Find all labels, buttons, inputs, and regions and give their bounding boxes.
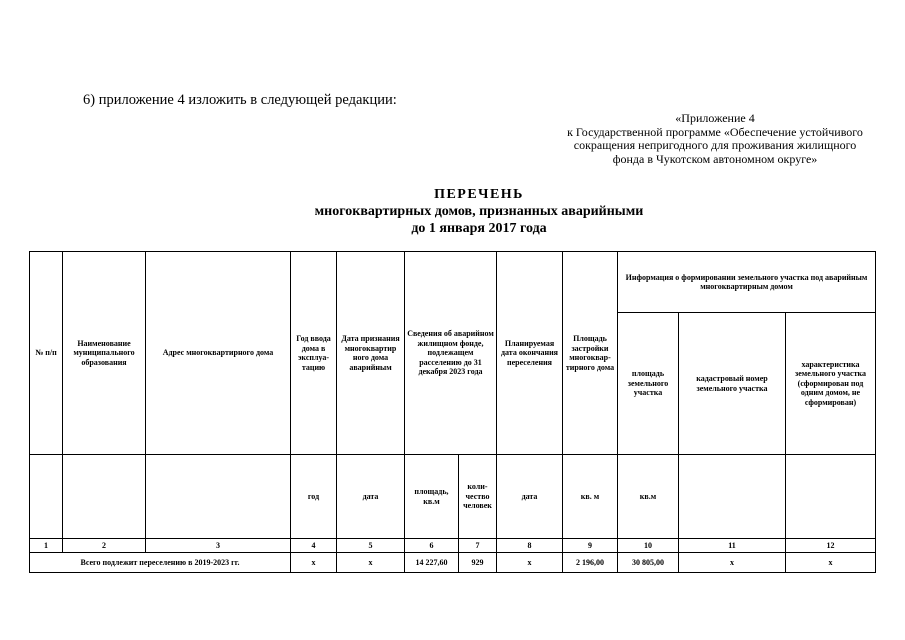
column-number: 11: [679, 539, 786, 553]
title-line-3: до 1 января 2017 года: [411, 221, 547, 236]
header-address: Адрес многоквартирного дома: [146, 252, 291, 455]
total-year: х: [291, 553, 337, 573]
title-line-1: ПЕРЕЧЕНЬ: [434, 187, 524, 202]
unit-sqm2: кв.м: [618, 455, 679, 539]
units-empty: [63, 455, 146, 539]
column-number: 4: [291, 539, 337, 553]
total-built-area: 2 196,00: [563, 553, 618, 573]
column-number: 2: [63, 539, 146, 553]
unit-area: площадь, кв.м: [405, 455, 459, 539]
document-title: [0, 186, 905, 237]
header-municipality: Наименование муниципального образования: [63, 252, 146, 455]
total-land-area: 30 805,00: [618, 553, 679, 573]
houses-table: [29, 251, 876, 573]
header-year: Год ввода дома в эксплуа-тацию: [291, 252, 337, 455]
units-empty: [146, 455, 291, 539]
column-number: 12: [786, 539, 876, 553]
column-number: 3: [146, 539, 291, 553]
total-cadastral: х: [679, 553, 786, 573]
appendix-line-1: «Приложение 4: [675, 111, 755, 125]
total-date: х: [337, 553, 405, 573]
column-number: 1: [30, 539, 63, 553]
unit-sqm: кв. м: [563, 455, 618, 539]
appendix-line-2: к Государственной программе «Обеспечение устойчивого: [567, 124, 863, 139]
units-empty: [679, 455, 786, 539]
header-built-area: Площадь застройки многоквар-тирного дома: [563, 252, 618, 455]
header-housing-info: Сведения об аварийном жилищном фонде, подлежащем расселению до 31 декабря 2023 года: [405, 252, 497, 455]
total-characteristic: х: [786, 553, 876, 573]
column-number: 9: [563, 539, 618, 553]
title-line-2: многоквартирных домов, признанных аварийными: [314, 204, 644, 219]
header-recognition-date: Дата признания многоквартир ного дома аварийным: [337, 252, 405, 455]
unit-year: год: [291, 455, 337, 539]
header-planned-date: Планируемая дата окончания переселения: [497, 252, 563, 455]
units-empty: [786, 455, 876, 539]
header-land-info: Информация о формировании земельного участка под аварийным многоквартирным домом: [618, 252, 876, 313]
unit-date2: дата: [497, 455, 563, 539]
column-number: 6: [405, 539, 459, 553]
column-number: 7: [459, 539, 497, 553]
header-characteristic: характеристика земельного участка (сформирован под одним домом, не сформирован): [786, 313, 876, 455]
intro-text: 6) приложение 4 изложить в следующей редакции:: [83, 92, 397, 108]
appendix-reference: [530, 112, 900, 166]
total-planned: х: [497, 553, 563, 573]
units-empty: [30, 455, 63, 539]
total-people: 929: [459, 553, 497, 573]
header-cadastral: кадастровый номер земельного участка: [679, 313, 786, 455]
appendix-line-3: сокращения непригодного для проживания жилищного: [573, 138, 857, 152]
unit-date: дата: [337, 455, 405, 539]
column-number: 5: [337, 539, 405, 553]
column-number: 8: [497, 539, 563, 553]
column-number: 10: [618, 539, 679, 553]
appendix-line-4: фонда в Чукотском автономном округе»: [612, 151, 818, 166]
total-row-label: Всего подлежит переселению в 2019-2023 гг.: [30, 553, 291, 573]
header-num: № п/п: [30, 252, 63, 455]
total-area: 14 227,60: [405, 553, 459, 573]
header-land-area: площадь земельного участка: [618, 313, 679, 455]
unit-people: коли-чество человек: [459, 455, 497, 539]
